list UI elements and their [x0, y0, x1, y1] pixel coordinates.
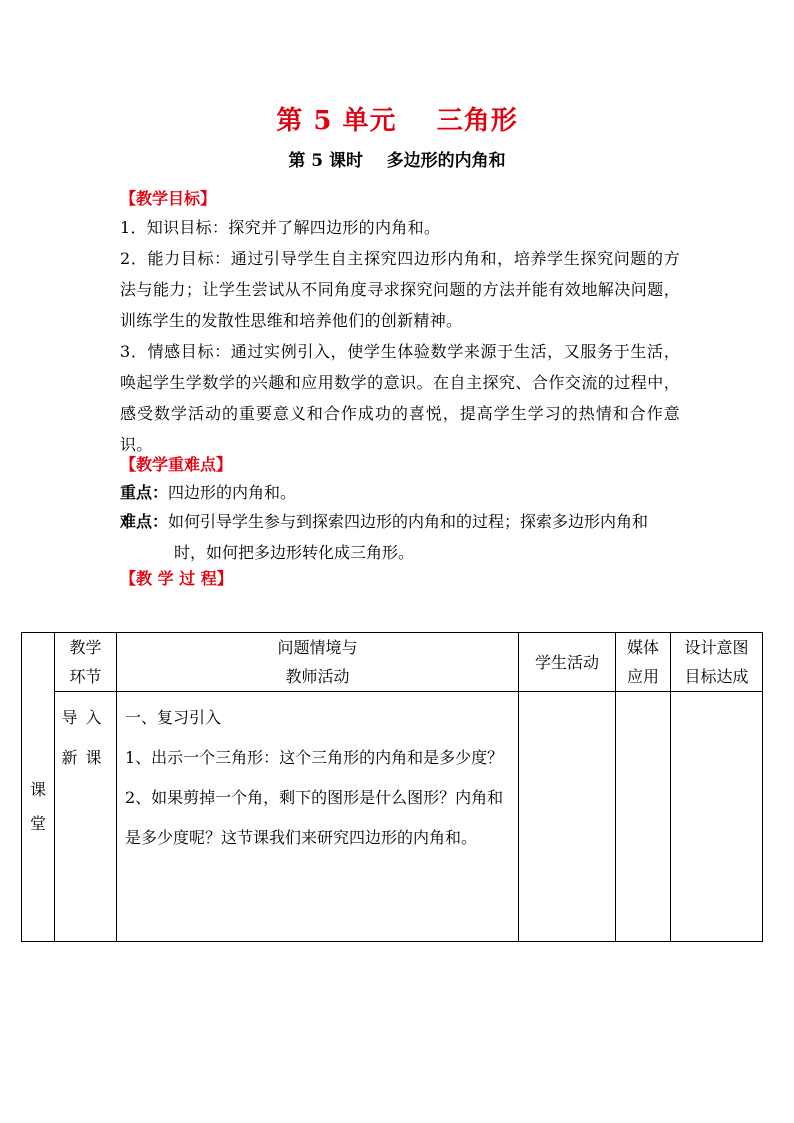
- key-difficult-heading: 【教学重难点】: [120, 455, 233, 474]
- table-header-row: [22, 633, 763, 692]
- header-phase: [55, 633, 117, 692]
- header-design: [671, 633, 763, 692]
- student-activity-cell: [519, 692, 616, 942]
- difficult-point-label: 难点：: [120, 512, 169, 531]
- side-label-line1: 课: [29, 780, 46, 799]
- header-design-line2: 目标达成: [684, 667, 749, 686]
- objective-item-emotion: 3．情感目标：通过实例引入，使学生体验数学来源于生活，又服务于生活，唤起学生学数学的兴趣和应用数学的意识。在自主探究、合作交流的过程中，感受数学活动的重要意义和合作成功的喜悦，提高学生学习的热情和合作意识。: [120, 342, 680, 454]
- phase-line1: 导入: [61, 708, 110, 727]
- key-point-text: 四边形的内角和。: [168, 483, 297, 502]
- table-row: [22, 692, 763, 942]
- side-label-line2: 堂: [29, 814, 46, 833]
- side-label-cell: [22, 633, 55, 942]
- header-phase-line2: 环节: [69, 667, 102, 686]
- objective-item-knowledge: 1．知识目标：探究并了解四边形的内角和。: [120, 218, 441, 237]
- header-student: [519, 633, 616, 692]
- header-design-line1: 设计意图: [684, 638, 749, 657]
- activity-line: 2、如果剪掉一个角，剩下的图形是什么图形？内角和是多少度呢？这节课我们来研究四边形的内角和。: [125, 788, 504, 847]
- header-phase-line1: 教学: [69, 638, 102, 657]
- header-activity-line2: 教师活动: [285, 667, 350, 686]
- activity-cell: [117, 692, 519, 942]
- header-activity-line1: 问题情境与: [277, 638, 358, 657]
- objective-item-ability: 2．能力目标：通过引导学生自主探究四边形内角和，培养学生探究问题的方法与能力；让学生尝试从不同角度寻求探究问题的方法并能有效地解决问题，训练学生的发散性思维和培养他们的创新精神。: [120, 249, 680, 330]
- activity-line: 1、出示一个三角形：这个三角形的内角和是多少度？: [125, 748, 504, 767]
- teaching-process-table: [21, 632, 763, 942]
- phase-cell: [55, 692, 117, 942]
- key-point: [120, 477, 680, 508]
- lesson-title: 第 5 课时 多边形的内角和: [288, 151, 506, 171]
- design-cell: [671, 692, 763, 942]
- phase-line2: 新课: [61, 748, 110, 767]
- activity-line: 一、复习引入: [125, 708, 222, 727]
- media-cell: [616, 692, 671, 942]
- unit-title: 第 5 单元 三角形: [276, 106, 518, 136]
- header-student-label: 学生活动: [534, 652, 599, 672]
- header-media-line2: 应用: [626, 667, 659, 686]
- process-heading: 【教 学 过 程】: [120, 569, 233, 588]
- header-media-line1: 媒体: [626, 638, 659, 657]
- key-point-label: 重点：: [120, 483, 169, 502]
- objectives-heading: 【教学目标】: [120, 189, 217, 208]
- header-media: [616, 633, 671, 692]
- difficult-point: [120, 506, 680, 568]
- header-activity: [117, 633, 519, 692]
- difficult-point-text: 如何引导学生参与到探索四边形的内角和的过程；探索多边形内角和时，如何把多边形转化成三角形。: [168, 512, 649, 562]
